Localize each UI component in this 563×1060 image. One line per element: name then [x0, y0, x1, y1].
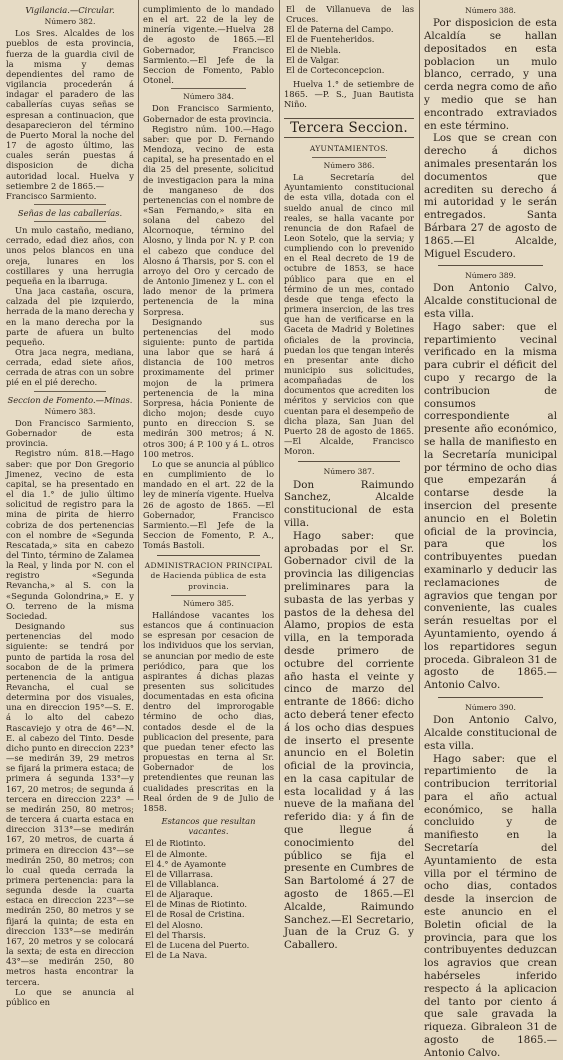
notice-text: Lo que se anuncia al público en [6, 986, 134, 1007]
divider [34, 221, 106, 222]
notice-text: Registro núm. 100.—Hago saber: que por D. Fernando Mendoza, vecino de esta capital, se ha presentado en el dia 25 del presente, solicitud de investigacion para la mina de manganeso de dos pertenencias con el nombre de «San Fernando,» sita en solana del cabezo del Alcornoque, término del Alosno, y linda por N. y P. con el cabezo que conduce del Alosno á Tharsis, por S. con el arroyo del Oro y cercado de de Antonio Jimenez y L. con el lado menor de la primera pertenencia de la mina Sorpresa. [143, 123, 274, 317]
vacant-list-continued [284, 4, 414, 75]
notice-number: Número 382. [44, 17, 96, 27]
list-item: El de Villarrasa. [145, 868, 214, 879]
subheading-vacant: Estancos que resultan vacantes. [161, 816, 256, 837]
list-item: El de Niebla. [286, 44, 341, 55]
column-4 [424, 4, 557, 1059]
section-heading-vigilancia: Vigilancia.—Circular. [25, 5, 115, 15]
list-item: El 4.° de Ayamonte [145, 858, 227, 869]
list-item: El de Almonte. [145, 848, 208, 859]
notice-number: Número 387. [323, 467, 375, 477]
column-divider [138, 0, 139, 800]
notice-text: Hallándose vacantes los estancos que á continuacion se espresan por cesacion de los individuos que los servian, se anuncian por medio de este periódico, para que los aspirantes á dichas plazas presenten sus solicitudes documentadas en esta oficina dentro del improrogable término de ocho dias, contados desde el de la publicacion del presente, para que puedan tener efecto las propuestas en terna al Sr. Gobernador de los pretendientes que reunan las cualidades prescritas en la Real órden de 9 de Julio de 1858. [143, 609, 274, 813]
notice-number: Número 390. [465, 702, 516, 712]
list-item: El de Lucena del Puerto. [145, 939, 250, 950]
divider [157, 555, 260, 556]
notice-signature: Huelva 1.° de setiembre de 1865. —P. S., Juan Bautista Niño. [284, 79, 414, 110]
horse-description: Otra jaca negra, mediana, cerrada, edad siete años, cerrada de atras con un sobre pié en el pié derecho. [6, 347, 134, 388]
notice-text: Don Antonio Calvo, Alcalde constitucional de esta villa. [424, 714, 557, 752]
list-item: El de Valgar. [286, 54, 340, 65]
notice-number: Número 384. [183, 92, 234, 102]
notice-text: Designando sus pertenencias del modo siguiente: se tendrá por punto de partida la rosa del socabon de de la primera pertenencia de la antigua Revancha, el cual se determina por dos visuales, una en direccion 195°—S. E. á lo alto del cabezo Rascaviejo y otra de 46°—N. E. al cabezo del Tinto. Desde dicho punto en direccion 223°—se medirán 39, 29 metros se fijará la primera estaca; de primera á segunda 133°—y 167, 20 metros; de segunda á tercera en direccion 223° —se medirán 250, 80 metros; de tercera á cuarta estaca en direccion 313°—se medirán 167, 20 metros, de cuarta á primera en direccion 43°—se medirán 250, 80 metros; con lo cual queda cerrada la primera pertenencia: para la segunda desde la cuarta estaca en direccion 223°—se medirán 250, 80 metros y se fijará la quinta; de esta en direccion 133°—se medirán 167, 20 metros y se colocará la sexta; de esta en direccion 43°—se medirán 250, 80 metros hasta encontrar la tercera. [6, 621, 134, 987]
notice-text: Hago saber: que aprobadas por el Sr. Gobernador civil de la provincia las diligencias preliminares para la subasta de las yerbas y pastos de la dehesa del Alamo, propios de esta villa, en la temporada desde primero de octubre del corriente año hasta el veinte y cinco de marzo del entrante de 1866: dicho acto deberá tener efecto á los ocho dias despues de inserto el presente anuncio en el Boletin oficial de la provincia, en la casa capitular de esta localidad y á las nueve de la mañana del referido dia: y á fin de que llegue á conocimiento del público se fija el presente en Cumbres de San Bartolomé á 27 de agosto de 1865.—El Alcalde, Raimundo Sanchez.—El Secretario, Juan de la Cruz G. y Caballero. [284, 529, 414, 952]
notice-text: Don Francisco Sarmiento, Gobernador de esta provincia. [143, 103, 274, 124]
list-item: El de Fuenteheridos. [286, 34, 375, 45]
list-item: El de Villanueva de las Cruces. [286, 4, 414, 25]
notice-text: Hago saber: que el repartimiento de la contribucion territorial para el año actual económico, se halla concluido y de manifiesto en la Secretaría del Ayuntamiento de esta villa por el término de ocho dias, contados desde la insercion de este anuncio en el Boletin oficial de la provincia, para que los contribuyentes deduzcan los agravios que crean habérseles inferido respecto á la aplicacion del tanto por ciento á que sale gravada la riqueza. Gibraleon 31 de agosto de 1865.—Antonio Calvo. [424, 752, 557, 1059]
subheading-mines: Seccion de Fomento.—Minas. [7, 394, 133, 405]
section-title: Tercera Seccion. [284, 118, 414, 138]
notice-number: Número 385. [183, 598, 234, 608]
list-item: El de Riotinto. [145, 838, 206, 849]
list-item: El de Paterna del Campo. [286, 24, 394, 35]
divider [438, 697, 543, 698]
notice-text: Los que se crean con derecho á dichos animales presentarán los documentos que acrediten su derecho á mi autoridad y le serán entregados. Santa Bárbara 27 de agosto de 1865.—El Alcalde, Miguel Escudero. [424, 132, 557, 260]
notice-text: Los Sres. Alcaldes de los pueblos de esta provincia, fuerza de la guardia civil de la misma y demas dependientes del ramo de vigilancia procederán á indagar el paradero de las caballerías cuyas señas se espresan a continuacion, que desaparecieron del término de Puerto Moral la noche del 17 de agosto último, las cuales serán puestas á disposicion de dicha autoridad local. Huelva y setiembre 2 de 1865.— [6, 28, 134, 191]
list-item: El de Rosal de Cristina. [145, 909, 245, 920]
notice-text: Hago saber: que el repartimiento vecinal verificado en la misma para cubrir el déficit del cupo y recargo de la contribucion de consumos correspondiente al presente año económico, se halla de manifiesto en la Secretaría municipal por término de ocho dias que empezarán á contarse desde la insercion del presente anuncio en el Boletin oficial de la provincia, para que los contribuyentes puedan examinarlo y deducir las reclamaciones de agravios que tengan por conveniente, las cuales serán resueltas por el Ayuntamiento, oyendo á los repartidores segun proceda. Gibraleon 31 de agosto de 1865.—Antonio Calvo. [424, 320, 557, 692]
notice-signature: Francisco Sarmiento. [6, 190, 97, 201]
divider [171, 88, 246, 89]
notice-number: Número 383. [44, 406, 96, 416]
notice-text: Don Raimundo Sanchez, Alcalde constitucional de esta villa. [284, 478, 414, 529]
list-item: El del Tharsis. [145, 929, 206, 940]
list-item: El de La Nava. [145, 950, 208, 961]
column-divider [419, 0, 420, 800]
notice-text: Lo que se anuncia al público en cumplimiento de lo mandado en el art. 22 de la ley de minería vigente. Huelva 26 de agosto de 1865. —El Gobernador, Francisco Sarmiento.—El Jefe de la Seccion de Fomento, P. A., Tomás Bastoli. [143, 458, 274, 551]
notice-text: Don Antonio Calvo, Alcalde constitucional de esta villa. [424, 282, 557, 321]
notice-text: Registro núm. 818.—Hago saber: que por Don Gregorio Jimenez, vecino de esta capital, se ha presentado en el dia 1.° de julio último solicitud de registro para la mina de pirita de hierro cobriza de dos pertenencias con el nombre de «Segunda Rescatada,» sita en cabezo del Tinto, término de Zalamea la Real, y linda por N. con el registro «Segunda Revancha,» al S. con la «Segunda Golondrina,» E. y O. terreno de la misma Sociedad. [6, 448, 134, 621]
list-item: El de Corteconcepcion. [286, 64, 385, 75]
notice-number: Número 389. [465, 271, 516, 281]
admin-heading: ADMINISTRACION PRINCIPAL de Hacienda pública de esta provincia. [144, 561, 273, 591]
divider [171, 595, 246, 596]
divider [298, 461, 400, 462]
column-1 [6, 4, 134, 1007]
divider [312, 157, 386, 158]
notice-text: Don Francisco Sarmiento, Gobernador de esta provincia. [6, 417, 134, 449]
horse-description: Un mulo castaño, mediano, cerrado, edad diez años, con unos pelos blancos en una oreja, lunares en los costillares y una herrugia pequeña en la ibarruga. [6, 225, 134, 286]
list-item: El del Alosno. [145, 919, 203, 930]
subheading-horses: Señas de las caballerías. [17, 207, 123, 218]
notice-number: Número 386. [323, 160, 375, 170]
notice-text: Designando sus pertenencias del modo siguiente: punto de partida una labor que se hará á distancia de 100 metros proximamente del primer mojon de la primera pertenencia de la mina Sorpresa, hácia Poniente de dicho mojon; desde cuyo punto en direccion S. se medirán 300 metros; á N. otros 300; á P. 100 y á L. otros 100 metros. [143, 316, 274, 459]
horse-description: Una jaca castaña, oscura, calzada del pie izquierdo, herrada de la mano derecha y en la mano derecha por la parte de afuera un bulto pequeño. [6, 286, 134, 347]
notice-text: Por disposicion de esta Alcaldía se hallan depositados en esta poblacion un mulo blanco, cerrado, y una cerda negra como de año y medio que se han encontrado extraviados en este término. [424, 17, 557, 132]
column-divider [279, 0, 280, 800]
ayuntamientos-heading: AYUNTAMIENTOS. [309, 143, 389, 153]
list-item: El de Aljaraque. [145, 889, 213, 900]
list-item: El de Minas de Riotinto. [145, 899, 248, 910]
column-2 [143, 4, 274, 961]
notice-text: cumplimiento de lo mandado en el art. 22 de la ley de minería vigente.—Huelva 28 de agosto de 1865.—El Gobernador, Francisco Sarmiento.—El Jefe de la Seccion de Fomento, Pablo Otonel. [143, 4, 274, 86]
notice-number: Número 388. [465, 6, 516, 15]
divider [34, 204, 106, 205]
notice-text: La Secretaría del Ayuntamiento constitucional de esta villa, dotada con el sueldo anual de cinco mil reales, se halla vacante por renuncia de don Rafael de Leon Sotelo, que la servia; y cumpliendo con lo prevenido en el Real decreto de 19 de octubre de 1853, se hace público para que en el término de un mes, contado desde que tenga efecto la primera insercion, de las tres que han de verificarse en la Gaceta de Madrid y Boletines oficiales de la provincia, puedan los que tengan interés en presentar ante dicho municipio sus solicitudes, acompañadas de los documentos que acrediten los méritos y servicios con que cuentan para el desempeño de dicha plaza, San Juan del Puerto 28 de agosto de 1865.—El Alcalde, Francisco Moron. [284, 172, 414, 457]
divider [438, 265, 543, 266]
list-item: El de Villablanca. [145, 878, 219, 889]
vacant-list [143, 838, 274, 960]
column-3 [284, 4, 414, 952]
divider [34, 391, 106, 392]
